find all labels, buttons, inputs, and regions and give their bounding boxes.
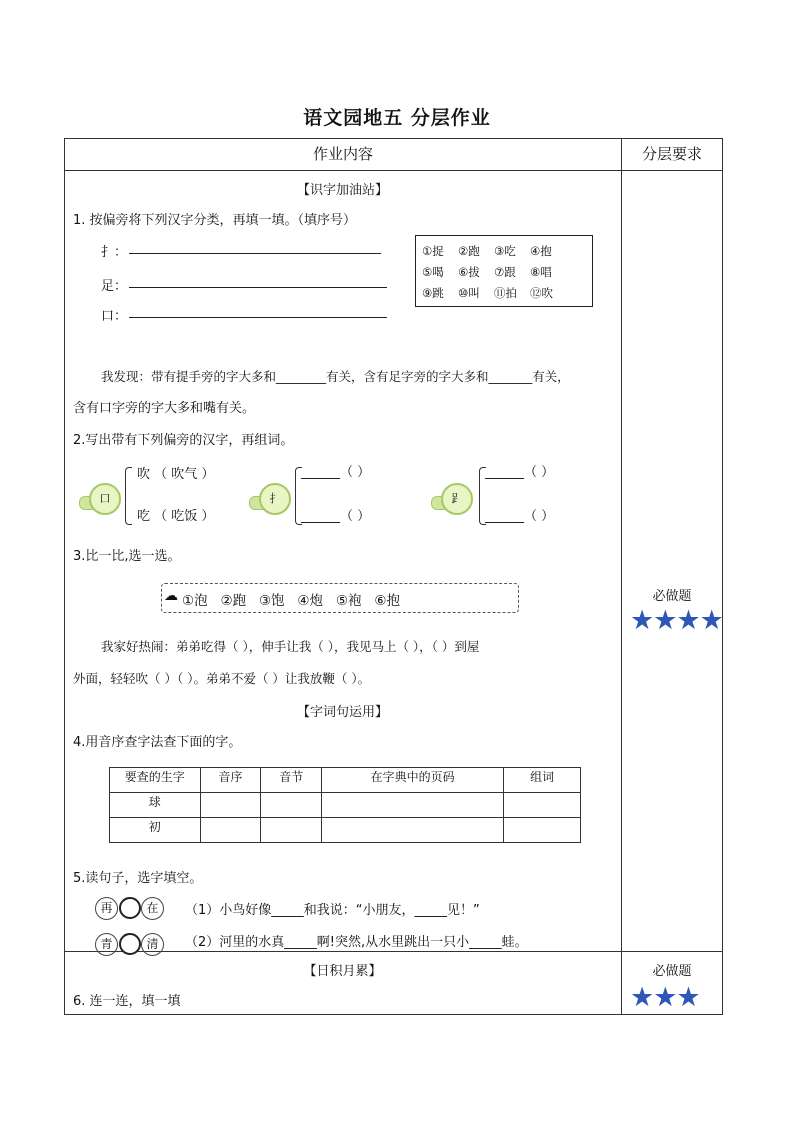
question-3: 3.比一比,选一选。 — [73, 549, 181, 564]
row-char: 球 — [110, 793, 201, 818]
char-1: ①捉 — [422, 244, 444, 258]
question-6: 6. 连一连，填一填 — [73, 994, 181, 1009]
blank-word[interactable]: ______（ ） — [485, 465, 555, 480]
answer-line-mouth[interactable] — [129, 317, 387, 318]
blank-word[interactable]: ______（ ） — [301, 509, 371, 524]
snail-icon: 扌 — [259, 483, 291, 515]
header-requirement: 分层要求 — [622, 139, 723, 171]
col-header: 组词 — [504, 768, 581, 793]
row-char: 初 — [110, 818, 201, 843]
answer-cell[interactable] — [504, 793, 581, 818]
answer-line-hand[interactable] — [129, 253, 381, 254]
char-5: ⑤喝 — [422, 265, 444, 279]
char-4: ④抱 — [530, 244, 552, 258]
requirement-label: 必做题 — [652, 589, 692, 604]
col-header: 音节 — [261, 768, 322, 793]
snail-icon: 口 — [89, 483, 121, 515]
question-4: 4.用音序查字法查下面的字。 — [73, 735, 242, 750]
homework-table — [64, 138, 723, 1015]
star-rating-3: ★★★ — [630, 982, 700, 1013]
char-6: ⑥拔 — [458, 265, 480, 279]
requirement-label: 必做题 — [652, 964, 692, 979]
question-2: 2.写出带有下列偏旁的汉字，再组词。 — [73, 433, 294, 448]
radical-label-mouth: 口： — [101, 309, 128, 324]
radical-label-foot: 足： — [101, 279, 128, 294]
answer-cell[interactable] — [322, 818, 504, 843]
question-5: 5.读句子，选字填空。 — [73, 871, 203, 886]
char-10: ⑩叫 — [458, 286, 480, 300]
answer-line-foot[interactable] — [129, 287, 387, 288]
char-2: ②跑 — [458, 244, 480, 258]
blank-word[interactable]: ______（ ） — [301, 465, 371, 480]
answer-cell[interactable] — [200, 793, 261, 818]
character-box — [415, 235, 593, 307]
options-text: ①泡 ②跑 ③饱 ④炮 ⑤袍 ⑥抱 — [182, 593, 400, 609]
options-box — [161, 583, 519, 613]
question-1: 1. 按偏旁将下列汉字分类，再填一填。（填序号） — [73, 213, 357, 228]
option-char: 青 — [95, 933, 118, 956]
char-11: ⑪拍 — [494, 286, 517, 300]
option-char: 在 — [141, 897, 164, 920]
section-heading-literacy: 【识字加油站】 — [296, 183, 388, 198]
requirement-cell-1 — [622, 171, 723, 952]
section-heading-accumulation: 【日积月累】 — [303, 964, 382, 979]
example-word-2: （ 吃饭 ） — [154, 509, 215, 524]
snail-icon: 𧾷 — [441, 483, 473, 515]
brace — [125, 467, 132, 525]
discovery-line-1: 我发现：带有提手旁的字大多和________有关，含有足字旁的字大多和_______有关， — [101, 369, 570, 384]
sentence-2: （2）河里的水真_____啊!突然,从水里跳出一只小_____蛙。 — [185, 935, 528, 950]
blank-word[interactable]: ______（ ） — [485, 509, 555, 524]
content-cell-1 — [65, 171, 622, 952]
answer-cell[interactable] — [200, 818, 261, 843]
header-content: 作业内容 — [65, 139, 622, 171]
example-char-2: 吃 — [137, 509, 151, 524]
option-char: 再 — [95, 897, 118, 920]
content-cell-2 — [65, 952, 622, 1015]
example-word-1: （ 吹气 ） — [154, 467, 215, 482]
example-char-1: 吹 — [137, 467, 151, 482]
char-8: ⑧唱 — [530, 265, 552, 279]
col-header: 要查的生字 — [110, 768, 201, 793]
char-3: ③吃 — [494, 244, 516, 258]
char-12: ⑫吹 — [530, 286, 553, 300]
requirement-cell-2 — [622, 952, 723, 1015]
answer-cell[interactable] — [261, 818, 322, 843]
col-header: 在字典中的页码 — [322, 768, 504, 793]
section-heading-usage: 【字词句运用】 — [296, 705, 388, 720]
page-title: 语文园地五 分层作业 — [303, 107, 491, 129]
answer-cell[interactable] — [504, 818, 581, 843]
col-header: 音序 — [200, 768, 261, 793]
radical-label-hand: 扌： — [101, 245, 128, 260]
q3-sentence-2: 外面，轻轻吹（ ）（ ）。弟弟不爱（ ）让我放鞭（ ）。 — [73, 671, 371, 686]
panda-icon — [119, 897, 141, 919]
discovery-line-2: 含有口字旁的字大多和嘴有关。 — [73, 401, 256, 416]
q3-sentence-1: 我家好热闹：弟弟吃得（ ），伸手让我（ ），我见马上（ ），（ ）到屋 — [101, 639, 480, 654]
cloud-icon: ☁ — [164, 588, 178, 604]
dictionary-table — [109, 767, 581, 843]
answer-cell[interactable] — [322, 793, 504, 818]
answer-cell[interactable] — [261, 793, 322, 818]
char-9: ⑨跳 — [422, 286, 444, 300]
option-char: 清 — [141, 933, 164, 956]
char-7: ⑦跟 — [494, 265, 516, 279]
star-rating-4: ★★★★ — [630, 605, 723, 636]
sentence-1: （1）小鸟好像_____和我说：“小朋友，_____见！” — [185, 903, 480, 918]
